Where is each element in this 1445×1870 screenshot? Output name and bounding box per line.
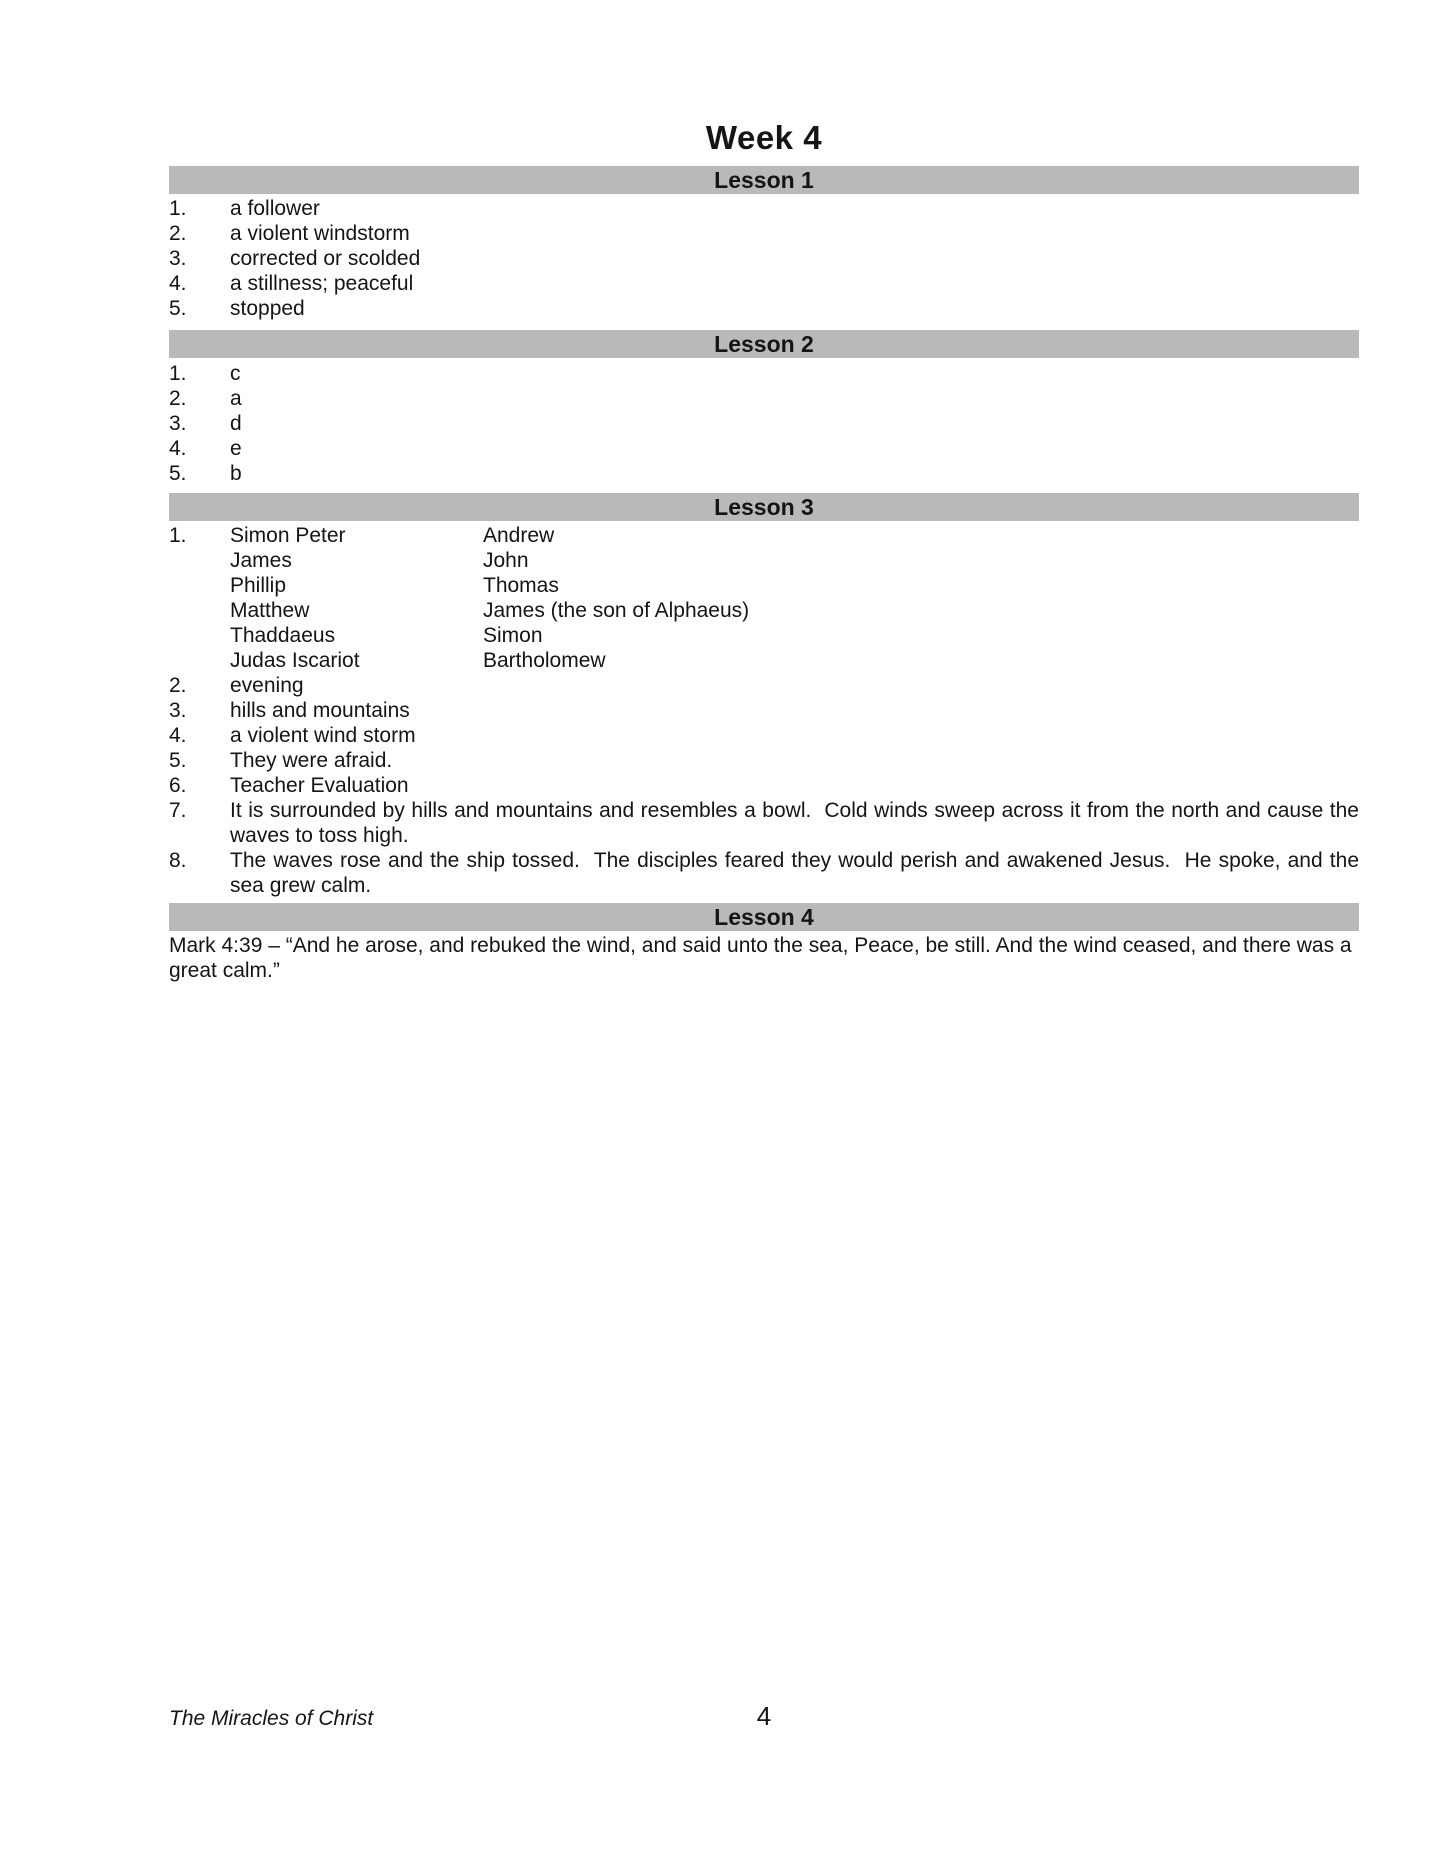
- list-item: [169, 461, 1359, 486]
- item-text: a: [230, 387, 242, 410]
- item-text: Teacher Evaluation: [230, 774, 409, 797]
- apostle-name: James (the son of Alphaeus): [483, 599, 750, 622]
- apostle-name: Judas Iscariot: [230, 649, 360, 672]
- item-text: They were afraid.: [230, 749, 393, 772]
- item-text: e: [230, 437, 242, 460]
- list-item: [169, 748, 1359, 773]
- item-number: 5.: [169, 297, 187, 320]
- item-number: [169, 648, 230, 673]
- apostle-name: John: [483, 549, 529, 572]
- item-text: d: [230, 412, 242, 435]
- item-number: 4.: [169, 272, 187, 295]
- lesson-1-heading: Lesson 1: [714, 166, 814, 193]
- item-number: 1.: [169, 524, 187, 547]
- list-item: [169, 673, 1359, 698]
- list-item: [169, 296, 1359, 321]
- apostles-row: [169, 648, 1359, 673]
- apostle-name: Simon: [483, 624, 543, 647]
- lesson-1-banner: [169, 166, 1359, 194]
- list-item: [169, 386, 1359, 411]
- apostle-name: Phillip: [230, 574, 287, 597]
- list-item: [169, 246, 1359, 271]
- item-number: 8.: [169, 849, 187, 872]
- item-text: evening: [230, 674, 304, 697]
- lesson-2-list: [169, 361, 1359, 486]
- apostles-row: [169, 523, 1359, 548]
- list-item: [169, 361, 1359, 386]
- apostles-row: [169, 548, 1359, 573]
- list-item: [169, 411, 1359, 436]
- item-number: 1.: [169, 197, 187, 220]
- apostle-name: Matthew: [230, 599, 310, 622]
- item-text: a violent windstorm: [230, 222, 410, 245]
- list-item: [169, 848, 1365, 898]
- item-number: 5.: [169, 462, 187, 485]
- item-number: 4.: [169, 724, 187, 747]
- item-number: [169, 548, 230, 573]
- lesson-4-verse: Mark 4:39 – “And he arose, and rebuked the wind, and said unto the sea, Peace, be still. And the wind ceased, and there was a great calm.”: [169, 934, 1358, 982]
- apostle-name: Simon Peter: [230, 524, 346, 547]
- page-title: Week 4: [705, 119, 823, 156]
- lesson-3-apostles: [169, 523, 1359, 673]
- item-number: 6.: [169, 774, 187, 797]
- item-text: hills and mountains: [230, 699, 410, 722]
- item-text: a violent wind storm: [230, 724, 416, 747]
- footer-book-title: The Miracles of Christ: [169, 1707, 374, 1730]
- apostle-name: Andrew: [483, 524, 555, 547]
- item-text: a follower: [230, 197, 320, 220]
- item-text: It is surrounded by hills and mountains and resembles a bowl. Cold winds sweep across it from the north and cause the waves to toss high.: [230, 799, 1365, 847]
- item-text: b: [230, 462, 242, 485]
- item-number: [169, 623, 230, 648]
- item-number: [169, 598, 230, 623]
- list-item: [169, 798, 1365, 848]
- lesson-3-list: [169, 673, 1365, 898]
- lesson-2-heading: Lesson 2: [714, 330, 814, 357]
- item-number: 2.: [169, 387, 187, 410]
- item-number: 4.: [169, 437, 187, 460]
- lesson-1-list: [169, 196, 1359, 321]
- item-number: [169, 573, 230, 598]
- list-item: [169, 436, 1359, 461]
- apostles-row: [169, 573, 1359, 598]
- apostle-name: Thomas: [483, 574, 559, 597]
- list-item: [169, 723, 1359, 748]
- item-number: 2.: [169, 674, 187, 697]
- list-item: [169, 196, 1359, 221]
- lesson-4-heading: Lesson 4: [714, 903, 814, 930]
- item-number: 5.: [169, 749, 187, 772]
- apostles-row: [169, 623, 1359, 648]
- item-number: 3.: [169, 699, 187, 722]
- item-number: 7.: [169, 799, 187, 822]
- lesson-2-banner: [169, 330, 1359, 358]
- list-item: [169, 271, 1359, 296]
- item-number: 1.: [169, 362, 187, 385]
- apostle-name: Bartholomew: [483, 649, 606, 672]
- page-content: [0, 118, 1445, 983]
- list-item: [169, 698, 1359, 723]
- lesson-3-heading: Lesson 3: [714, 493, 814, 520]
- list-item: [169, 773, 1359, 798]
- apostles-row: [169, 598, 1359, 623]
- item-text: a stillness; peaceful: [230, 272, 414, 295]
- page-footer: [169, 1700, 1359, 1734]
- item-number: 3.: [169, 412, 187, 435]
- item-text: stopped: [230, 297, 305, 320]
- apostle-name: James: [230, 549, 292, 572]
- lesson-3-banner: [169, 493, 1359, 521]
- item-text: corrected or scolded: [230, 247, 421, 270]
- apostle-name: Thaddaeus: [230, 624, 336, 647]
- item-number: 3.: [169, 247, 187, 270]
- item-number: 2.: [169, 222, 187, 245]
- item-text: c: [230, 362, 241, 385]
- item-text: The waves rose and the ship tossed. The disciples feared they would perish and awakened Jesus. He spoke, and the sea grew calm.: [230, 849, 1365, 897]
- lesson-4-banner: [169, 903, 1359, 931]
- footer-page-number: 4: [756, 1701, 772, 1731]
- list-item: [169, 221, 1359, 246]
